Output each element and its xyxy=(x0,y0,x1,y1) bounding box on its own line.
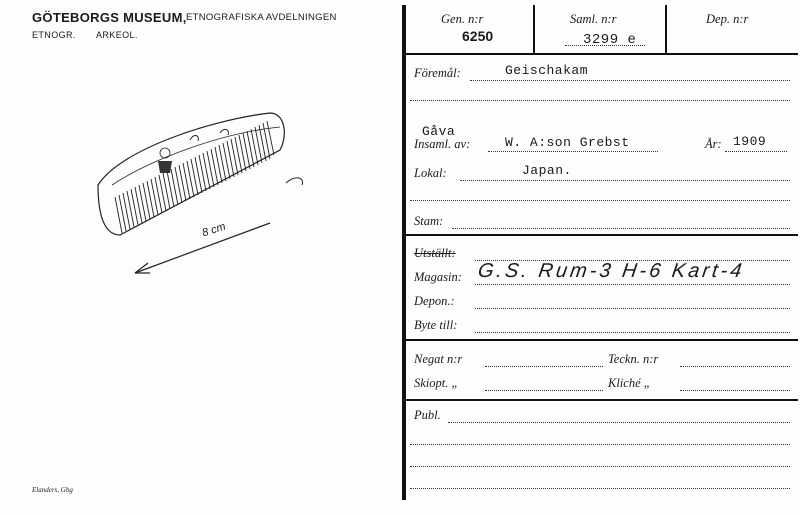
foremal-dotted-line xyxy=(470,80,790,81)
lokal-dotted-line xyxy=(460,180,790,181)
foremal-extra-line xyxy=(410,100,790,101)
publ-label: Publ. xyxy=(414,408,441,422)
depon-dotted-line xyxy=(475,308,790,309)
magasin-dotted-line xyxy=(475,284,790,285)
negat-label: Negat n:r xyxy=(414,352,463,366)
ar-value: 1909 xyxy=(733,134,767,149)
magasin-value: G.S. Rum-3 H-6 Kart-4 xyxy=(476,260,747,282)
card-left-border xyxy=(402,5,406,500)
lokal-label: Lokal: xyxy=(414,166,447,180)
insaml-value: W. A:son Grebst xyxy=(505,135,630,150)
sketch-measure-note: 8 cm xyxy=(200,220,228,240)
saml-number-label: Saml. n:r xyxy=(570,12,617,26)
publ-line-4 xyxy=(410,488,790,489)
kliche-label: Kliché „ xyxy=(608,376,651,390)
saml-number-value: 3299 e xyxy=(583,32,637,48)
utstallt-label: Utställt: xyxy=(414,246,456,260)
byte-dotted-line xyxy=(475,332,790,333)
saml-dotted-line xyxy=(565,45,645,46)
negat-dotted-line xyxy=(485,366,603,367)
subheading-arkeol: ARKEOL. xyxy=(96,30,138,40)
insaml-dotted-line xyxy=(488,151,658,152)
ar-dotted-line xyxy=(725,151,787,152)
section-rule-1 xyxy=(402,234,798,236)
foremal-label: Föremål: xyxy=(414,66,461,80)
printer-mark: Elanders, Gbg xyxy=(32,486,73,494)
stam-label: Stam: xyxy=(414,214,444,228)
stam-dotted-line xyxy=(452,228,790,229)
section-rule-2 xyxy=(402,339,798,341)
ar-label: År: xyxy=(705,137,722,151)
comb-sketch xyxy=(90,105,320,280)
gen-number-value: 6250 xyxy=(462,28,494,44)
teckn-dotted-line xyxy=(680,366,790,367)
museum-name: GÖTEBORGS MUSEUM, xyxy=(32,10,187,25)
kliche-dotted-line xyxy=(680,390,790,391)
publ-line-2 xyxy=(410,444,790,445)
skiopt-label: Skiopt. „ xyxy=(414,376,459,390)
lokal-extra-line xyxy=(410,200,790,201)
skiopt-dotted-line xyxy=(485,390,603,391)
foremal-value: Geischakam xyxy=(505,63,589,78)
section-rule-3 xyxy=(402,399,798,401)
department-name: ETNOGRAFISKA AVDELNINGEN xyxy=(186,12,337,23)
byte-label: Byte till: xyxy=(414,318,458,332)
header-divider-1 xyxy=(533,5,535,55)
teckn-label: Teckn. n:r xyxy=(608,352,659,366)
publ-line-3 xyxy=(410,466,790,467)
depon-label: Depon.: xyxy=(414,294,455,308)
gava-note: Gåva xyxy=(422,124,456,139)
header-divider-2 xyxy=(665,5,667,55)
subheading-etnogr: ETNOGR. xyxy=(32,30,76,40)
dep-number-label: Dep. n:r xyxy=(706,12,749,26)
gen-number-label: Gen. n:r xyxy=(441,12,484,26)
header-bottom-rule xyxy=(402,53,798,55)
insaml-label: Insaml. av: xyxy=(414,137,471,151)
publ-dotted-line xyxy=(448,422,790,423)
magasin-label: Magasin: xyxy=(414,270,462,284)
lokal-value: Japan. xyxy=(522,163,572,178)
